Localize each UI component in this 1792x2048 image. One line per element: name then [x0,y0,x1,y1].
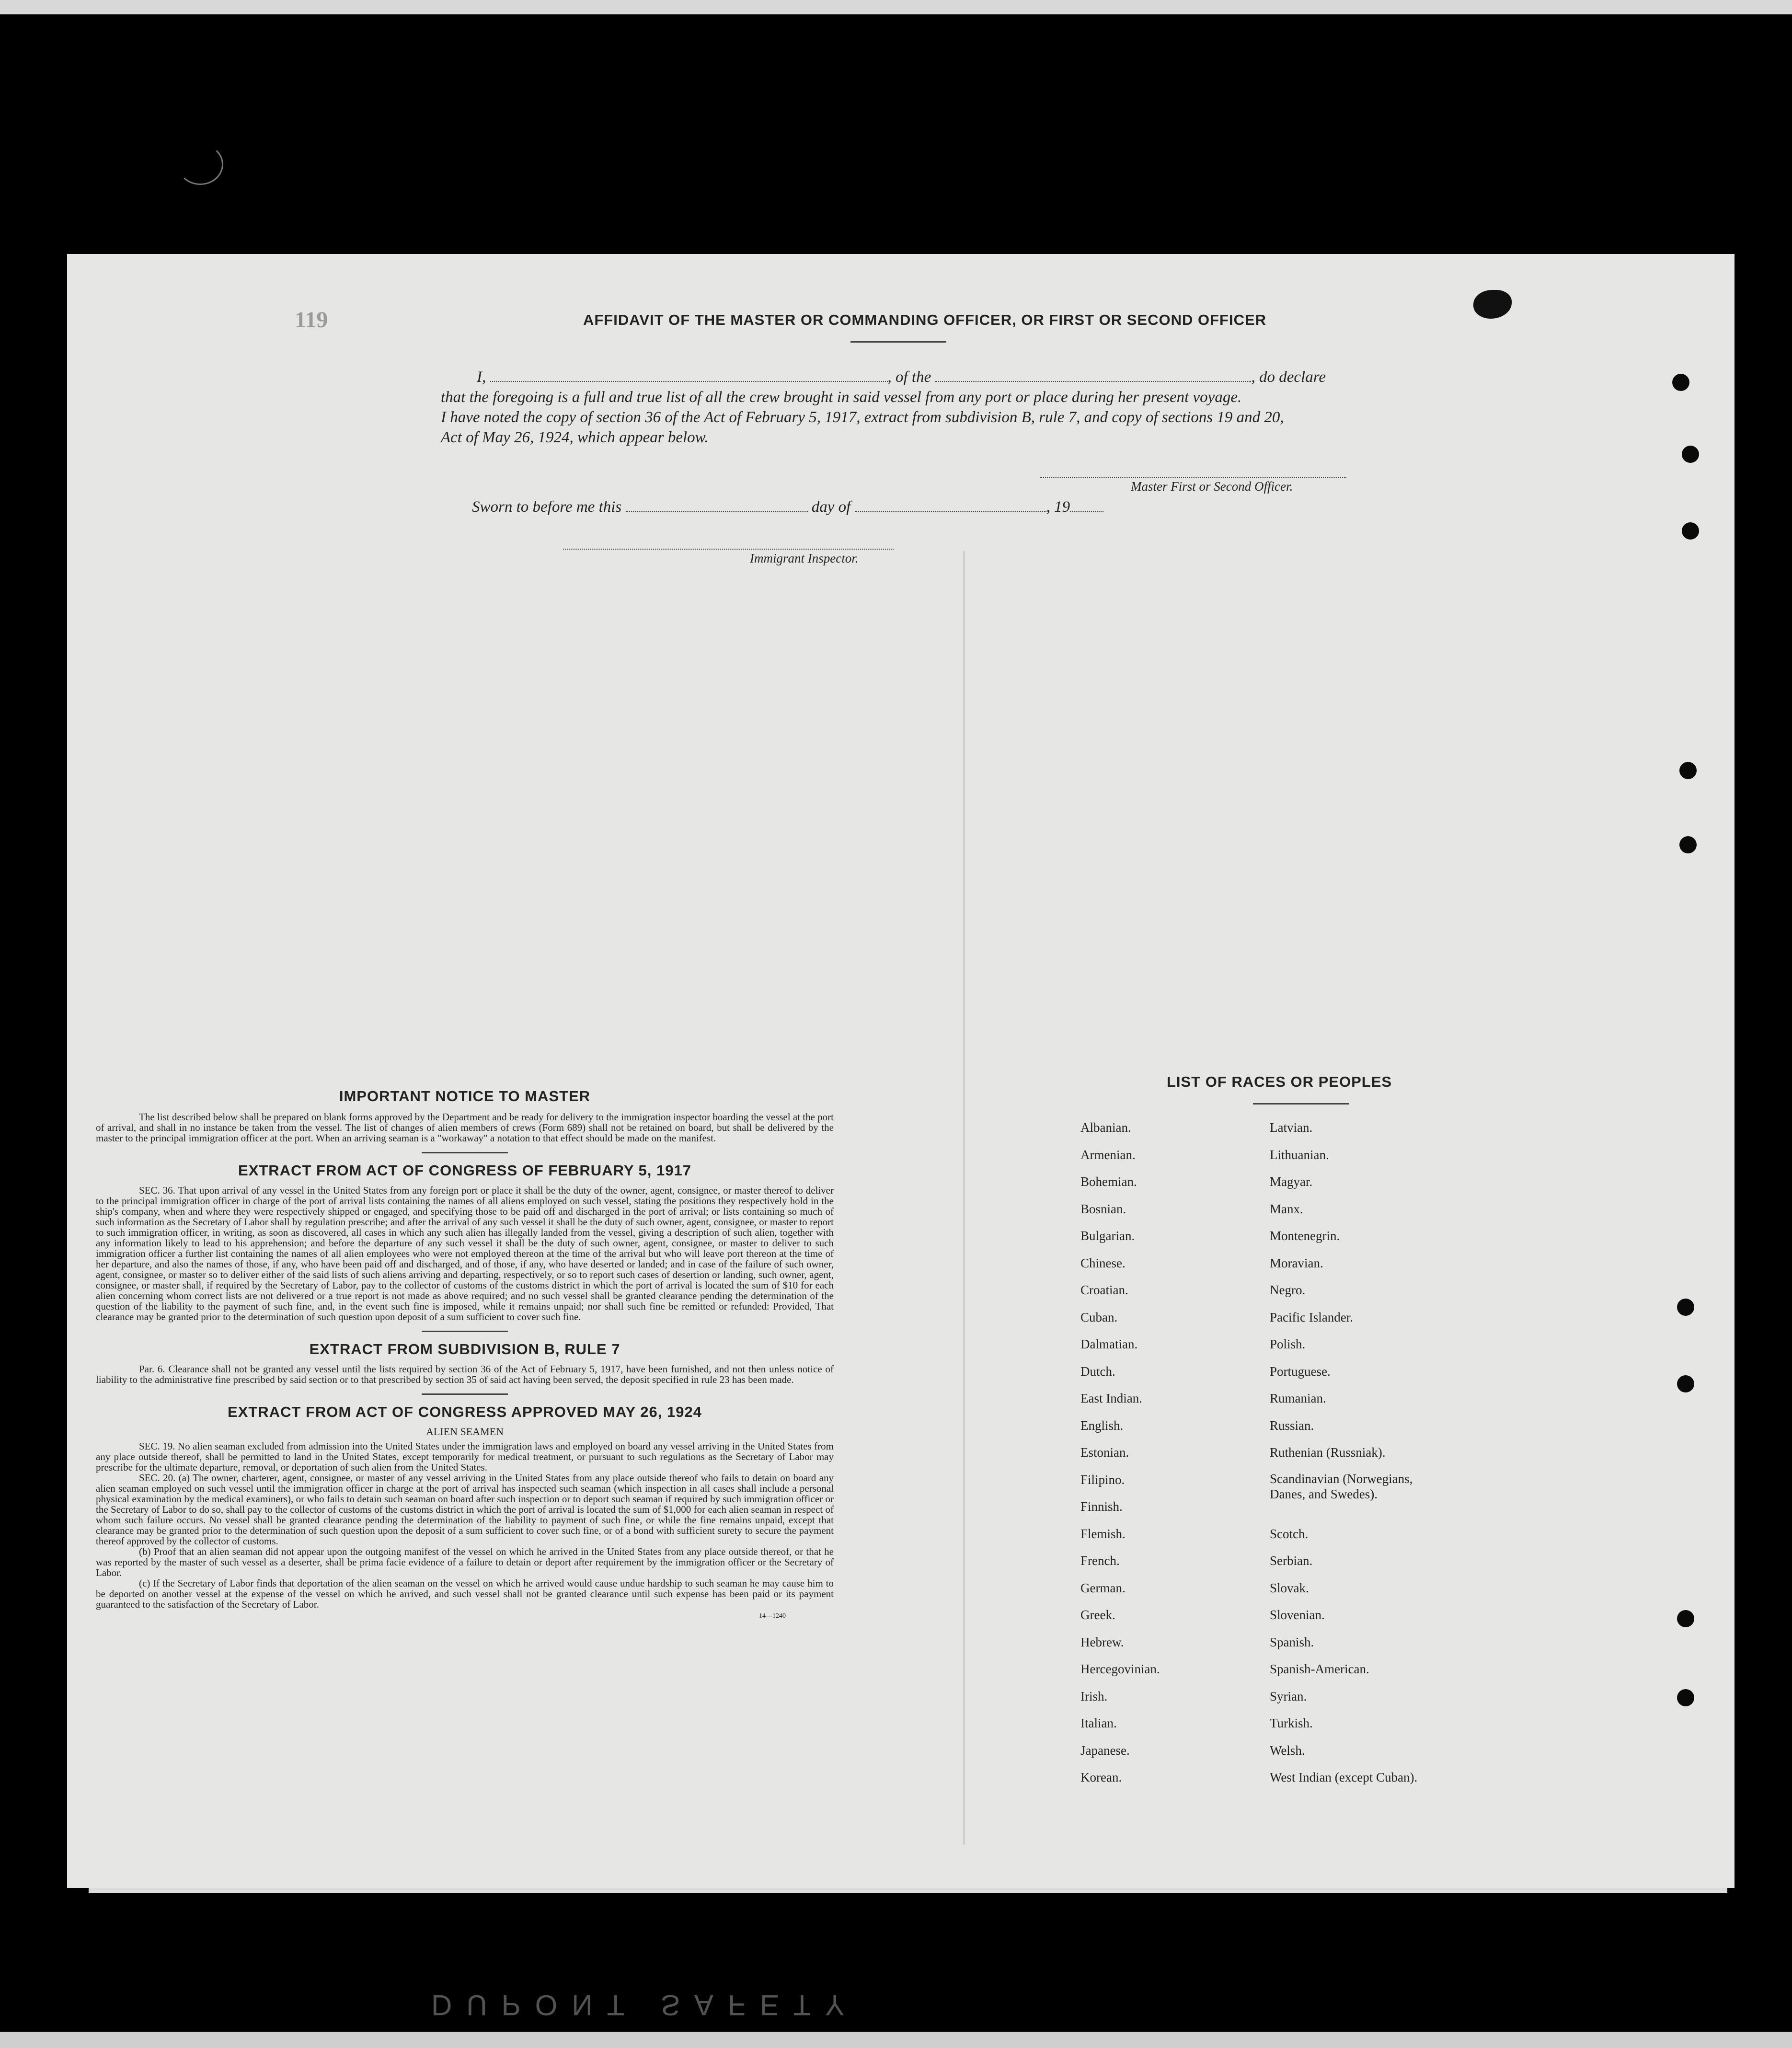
race-item: Greek. [1080,1608,1115,1622]
race-item: Spanish. [1270,1634,1314,1649]
race-item: Japanese. [1080,1743,1130,1758]
sworn-day-of: day of [811,498,851,516]
extract-1924-title: EXTRACT FROM ACT OF CONGRESS APPROVED MAY 26, 1924 [228,1404,702,1420]
race-item: Hebrew. [1080,1634,1124,1649]
race-item: Rumanian. [1270,1391,1326,1405]
section-divider [422,1331,508,1332]
race-item: Cuban. [1080,1310,1118,1324]
handwritten-mark [177,144,223,185]
title-rule [850,341,946,343]
notice-text: The list described below shall be prepared on blank forms approved by the Department and be ready for delivery to the immigration inspector boarding the vessel at the port of arrival, and shall in no instance be taken from the vessel. The list of changes of alien members of crews (Form 689) shall not be retained on board, but shall be delivered by the master to the principal immigration officer at the port. When an arriving seaman is a "workaway" a notation to that effect should be made on the manifest. [96,1111,834,1144]
affidavit-do-declare: , do declare [1251,368,1326,386]
race-item: Portuguese. [1270,1364,1331,1379]
punch-hole [1677,1610,1694,1627]
race-item: Italian. [1080,1716,1117,1730]
rule7-title: EXTRACT FROM SUBDIVISION B, RULE 7 [309,1341,620,1358]
race-item: Syrian. [1270,1689,1307,1703]
master-name-blank [490,381,888,382]
film-edge-bottom [0,2032,1792,2048]
inspector-signature-line [563,549,894,550]
race-item: Korean. [1080,1770,1122,1784]
punch-hole [1682,446,1699,463]
race-item: Moravian. [1270,1255,1323,1270]
race-item: Bulgarian. [1080,1229,1135,1243]
race-item: Scotch. [1270,1526,1309,1541]
punch-hole [1679,762,1697,779]
races-title-rule [1253,1103,1349,1105]
races-right-column [1270,1114,1417,1791]
race-item: Polish. [1270,1337,1306,1351]
races-title: LIST OF RACES OR PEOPLES [1166,1073,1392,1090]
race-item: Albanian. [1080,1120,1131,1135]
race-item: Slovak. [1270,1580,1309,1595]
race-item: Croatian. [1080,1283,1128,1297]
race-item: Irish. [1080,1689,1108,1703]
notice-section [96,1088,834,1620]
margin-page-number: 119 [295,307,328,333]
sec20c-text: (c) If the Secretary of Labor finds that deportation of the alien seaman on the vessel on which he arrived would cause undue hardship to such seaman he may cause him to be deported on another vessel at the expense of the vessel on which he arrived, and such vessel shall not be granted clearance until such expense has been paid or its payment guaranteed to the satisfaction of the Secretary of Labor. [96,1577,834,1610]
affidavit-line-4: Act of May 26, 1924, which appear below. [441,429,709,446]
race-item: Slovenian. [1270,1608,1325,1622]
sworn-year: , 19 [1046,498,1070,516]
page-fold [963,551,965,1845]
race-item: Pacific Islander. [1270,1310,1353,1324]
race-item: Ruthenian (Russniak). [1270,1445,1386,1460]
alien-seamen-subtitle: ALIEN SEAMEN [426,1426,504,1438]
signature-label: Master First or Second Officer. [1131,479,1293,494]
race-item: French. [1080,1553,1120,1568]
section-divider [422,1152,508,1153]
form-number: 14—1240 [759,1612,786,1620]
affidavit-of-the: , of the [887,368,931,386]
affidavit-title: AFFIDAVIT OF THE MASTER OR COMMANDING OFFICER, OR FIRST OR SECOND OFFICER [583,311,1267,328]
sworn-prefix: Sworn to before me this [472,498,622,516]
race-item: Dutch. [1080,1364,1115,1379]
race-item: Magyar. [1270,1174,1313,1189]
vessel-name-blank [935,381,1251,382]
punch-hole [1677,1689,1694,1706]
sworn-year-blank [1070,511,1103,512]
section-divider [422,1393,508,1395]
extract-1917-text: SEC. 36. That upon arrival of any vessel in the United States from any foreign port or place it shall be the duty of the owner, agent, consignee, or master thereof to deliver to the principal immigration officer in charge of the port of arrival lists containing the names of all aliens employed on such vessel, stating the positions they respectively hold in the ship's company, when and where they were respectively shipped or engaged, and specifying those to be paid off and discharged in the port of arrival; or lists containing so much of such information as the Secretary of Labor shall by regulation prescribe; and after the arrival of any such vessel it shall be the duty of such owner, agent, consignee, or master to report to such immigration officer, in writing, as soon as discovered, all cases in which any such alien has illegally landed from the vessel, giving a description of such alien, together with any information likely to lead to his apprehension; and before the departure of any such vessel it shall be the duty of such owner, agent, consignee, or master to deliver to such immigration officer a further list containing the names of all alien employees who were not employed thereon at the time of the arrival but who will leave port thereon at the time of her departure, and also the names of those, if any, who have been paid off and discharged, and of those, if any, who have deserted or landed; and in case of the failure of such owner, agent, consignee, or master so to deliver either of the said lists of such aliens arriving and departing, respectively, or so to report such cases of desertion or landing, such owner, agent, consignee, or master shall, if required by the Secretary of Labor, pay to the collector of customs of the customs district in which the port of arrival is located the sum of $10 for each alien concerning whom correct lists are not delivered or a true report is not made as above required; and no such vessel shall be granted clearance pending the determination of the question of the liability to the payment of such fine, and, in the event such fine is imposed, while it remains unpaid; nor shall such fine be remitted or refunded: Provided, That clearance may be granted prior to the determination of such question upon deposit of a sum sufficient to cover such fine. [96,1185,834,1323]
affidavit-line-3: I have noted the copy of section 36 of the Act of February 5, 1917, extract from subdivision B, rule 7, and copy of sections 19 and 20, [441,409,1284,426]
race-item: Dalmatian. [1080,1337,1138,1351]
inspector-label: Immigrant Inspector. [750,551,859,565]
punch-hole [1677,1375,1694,1392]
race-item: Latvian. [1270,1120,1313,1135]
race-item: Hercegovinian. [1080,1662,1160,1676]
race-item: Lithuanian. [1270,1147,1329,1162]
sec20a-text: SEC. 20. (a) The owner, charterer, agent, consignee, or master of any vessel arriving in the United States from any place outside thereof who fails to detain on board any alien seaman employed on such vessel until the immigration officer in charge at the port of arrival has inspected such seaman (which inspection in all cases shall include a personal physical examination by the medical examiners), or who fails to detain such seaman on board after such inspection or to deport such seaman if required by such immigration officer or the Secretary of Labor to do so, shall pay to the collector of customs of the customs district in which the port of arrival is located the sum of $1,000 for each alien seaman in respect of whom such failure occurs. No vessel shall be granted clearance pending the determination of the liability to payment of such fine, or while the fine remains unpaid, except that clearance may be granted prior to the determination of such question upon the deposit of a sum sufficient to cover such fine, or of a bond with sufficient surety to secure the payment thereof approved by the collector of customs. [96,1472,834,1547]
race-item: Finnish. [1080,1499,1123,1514]
race-item: Russian. [1270,1418,1314,1433]
race-item: English. [1080,1418,1124,1433]
race-item: Welsh. [1270,1743,1305,1758]
race-item: Armenian. [1080,1147,1136,1162]
signature-line [1040,477,1346,478]
sworn-statement [472,498,1103,516]
sworn-month-blank [855,511,1046,512]
race-item: Bosnian. [1080,1201,1126,1216]
film-edge-text: DUPONT SAFETY [431,1989,859,2021]
punch-hole [1679,836,1697,853]
punch-hole [1677,1299,1694,1316]
extract-1917-title: EXTRACT FROM ACT OF CONGRESS OF FEBRUARY 5, 1917 [238,1162,691,1179]
race-item: Filipino. [1080,1472,1125,1487]
race-item: Spanish-American. [1270,1662,1369,1676]
race-item: East Indian. [1080,1391,1142,1405]
race-item: Turkish. [1270,1716,1313,1730]
race-item: Montenegrin. [1270,1229,1340,1243]
race-item: West Indian (except Cuban). [1270,1770,1418,1784]
race-item: Bohemian. [1080,1174,1137,1189]
sec20b-text: (b) Proof that an alien seaman did not appear upon the outgoing manifest of the vessel on which he arrived in the United States from any place outside thereof, or that he was reported by the master of such vessel as a deserter, shall be prima facie evidence of a failure to detain or deport after requirement by the immigration officer or the Secretary of Labor. [96,1546,834,1578]
notice-title: IMPORTANT NOTICE TO MASTER [339,1088,591,1105]
race-item: Chinese. [1080,1255,1126,1270]
race-item: German. [1080,1580,1126,1595]
race-item: Flemish. [1080,1526,1126,1541]
race-item: Manx. [1270,1201,1303,1216]
race-item: Scandinavian (Norwegians, Danes, and Swedes). [1270,1471,1413,1501]
film-edge-top [0,0,1792,14]
race-item: Serbian. [1270,1553,1313,1568]
rule7-text: Par. 6. Clearance shall not be granted any vessel until the lists required by section 36 of the Act of February 5, 1917, have been furnished, and not then unless notice of liability to the administrative fine prescribed by said section or to that prescribed by section 35 of said act having been served, the deposit specified in rule 23 has been made. [96,1363,834,1385]
race-item: Estonian. [1080,1445,1129,1460]
race-item: Negro. [1270,1283,1306,1297]
affidavit-line-2: that the foregoing is a full and true list of all the crew brought in said vessel from any port or place during her present voyage. [441,389,1242,406]
punch-hole [1672,374,1689,391]
sec19-text: SEC. 19. No alien seaman excluded from admission into the United States under the immigration laws and employed on board any vessel arriving in the United States from any place outside thereof, shall be permitted to land in the United States, except temporarily for medical treatment, or pursuant to such regulations as the Secretary of Labor may prescribe for the ultimate departure, removal, or deportation of such alien from the United States. [96,1440,834,1473]
affidavit-i-label: I, [477,368,486,386]
races-left-column [1080,1114,1160,1791]
sworn-day-blank [626,511,808,512]
punch-hole [1682,522,1699,540]
